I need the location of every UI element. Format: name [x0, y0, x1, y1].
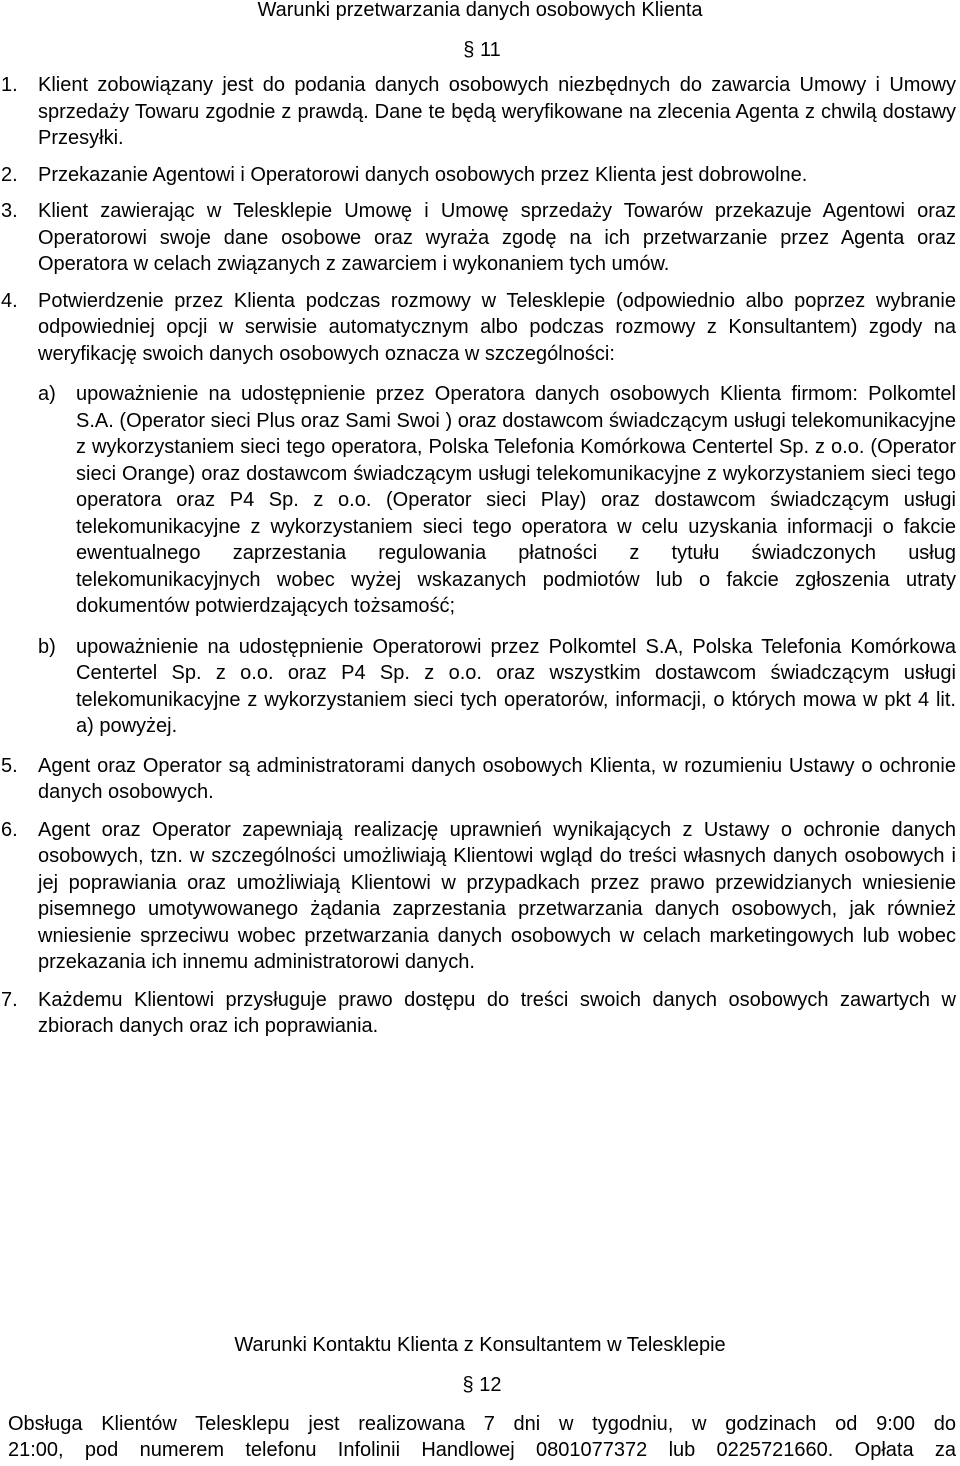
list-item: [0, 987, 960, 1040]
item-text: Agent oraz Operator są administratorami danych osobowych Klienta, w rozumieniu Ustawy o ochronie danych osobowych.: [38, 754, 956, 803]
item-number: 5.: [1, 754, 18, 777]
item-text: Przekazanie Agentowi i Operatorowi danych osobowych przez Klienta jest dobrowolne.: [38, 163, 808, 186]
sub-item-letter: a): [38, 383, 56, 405]
section-11-title: Warunki przetwarzania danych osobowych Klienta: [257, 0, 703, 21]
sub-item-letter: b): [38, 635, 56, 658]
section-11-number: § 11: [463, 39, 501, 61]
sub-list-item: [0, 634, 960, 740]
sub-item-text: upoważnienie na udostępnienie przez Operatora danych osobowych Klienta firmom: Polkomtel S.A. (Operator sieci Plus oraz Sami Swoi ) oraz dostawcom świadczącym usługi telekomunikacyjne z wykorzystaniem sieci tego operatora, Polska Telefonia Komórkowa Centertel Sp. z o.o. (Operator sieci Orange) oraz dostawcom świadczącym usługi telekomunikacyjne z wykorzystaniem sieci tego operatora oraz P4 Sp. z o.o. (Operator sieci Play) oraz dostawcom świadczącym usługi telekomunikacyjne z wykorzystaniem sieci tego operatora w celu uzyskania informacji o fakcie ewentualnego zaprzestania regulowania płatności z tytułu świadczonych usług telekomunikacyjnych wobec wyżej wskazanych podmiotów lub o fakcie zgłoszenia utraty dokumentów potwierdzających tożsamość;: [76, 383, 956, 617]
item-text: Klient zobowiązany jest do podania danych osobowych niezbędnych do zawarcia Umowy i Umowy sprzedaży Towaru zgodnie z prawdą. Dane te będą weryfikowane na zlecenia Agenta z chwilą dostawy Przesyłki.: [38, 74, 956, 149]
list-item: [0, 288, 960, 368]
item-number: 6.: [1, 818, 18, 841]
item-text: Agent oraz Operator zapewniają realizację uprawnień wynikających z Ustawy o ochronie danych osobowych, tzn. w szczególności umożliwiają Klientowi wgląd do treści własnych danych osobowych i jej poprawiania oraz umożliwiają Klientowi w przypadkach przez prawo przewidzianych wniesienie pisemnego umotywowanego żądania zaprzestania przetwarzania danych osobowych, jak również wniesienie sprzeciwu wobec przetwarzania danych osobowych w celach marketingowych lub wobec przekazania ich innemu administratorowi danych.: [38, 818, 956, 973]
item-number: 1.: [1, 74, 18, 96]
item-text: Klient zawierając w Telesklepie Umowę i Umowę sprzedaży Towarów przekazuje Agentowi oraz Operatorowi swoje dane osobowe oraz wyraża zgodę na ich przetwarzanie przez Agenta oraz Operatora w celach związanych z zawarciem i wykonaniem tych umów.: [38, 200, 956, 275]
list-item: [0, 198, 960, 278]
list-item: [0, 753, 960, 806]
list-item: [0, 162, 960, 189]
section-12-number: § 12: [462, 1374, 502, 1396]
item-number: 2.: [1, 163, 18, 186]
section-12-title: Warunki Kontaktu Klienta z Konsultantem w Telesklepie: [234, 1334, 726, 1356]
list-item: [0, 817, 960, 976]
sub-item-text: upoważnienie na udostępnienie Operatorowi przez Polkomtel S.A, Polska Telefonia Komórkowa Centertel Sp. z o.o. oraz P4 Sp. z o.o. oraz wszystkim dostawcom świadczącym usługi telekomunikacyjne z wykorzystaniem sieci tych operatorów, informacji, o których mowa w pkt 4 lit. a) powyżej.: [76, 635, 956, 737]
item-number: 3.: [1, 200, 18, 222]
sub-list-item: [0, 381, 960, 620]
section-11-list: [0, 72, 960, 1040]
item-number: 4.: [1, 289, 18, 312]
list-item: [0, 72, 960, 152]
item-text: Każdemu Klientowi przysługuje prawo dostępu do treści swoich danych osobowych zawartych w zbiorach danych oraz ich poprawiania.: [38, 988, 956, 1037]
item-number: 7.: [1, 988, 18, 1011]
section-12-text-line: Obsługa Klientów Telesklepu jest realizowana 7 dni w tygodniu, w godzinach od 9:00 do: [8, 1413, 956, 1435]
item-text: Potwierdzenie przez Klienta podczas rozmowy w Telesklepie (odpowiednio albo poprzez wybranie odpowiedniej opcji w serwisie automatycznym albo podczas rozmowy z Konsultantem) zgody na weryfikację swoich danych osobowych oznacza w szczególności:: [38, 289, 956, 365]
section-12-text-line: 21:00, pod numerem telefonu Infolinii Handlowej 0801077372 lub 0225721660. Opłata za: [8, 1439, 956, 1461]
